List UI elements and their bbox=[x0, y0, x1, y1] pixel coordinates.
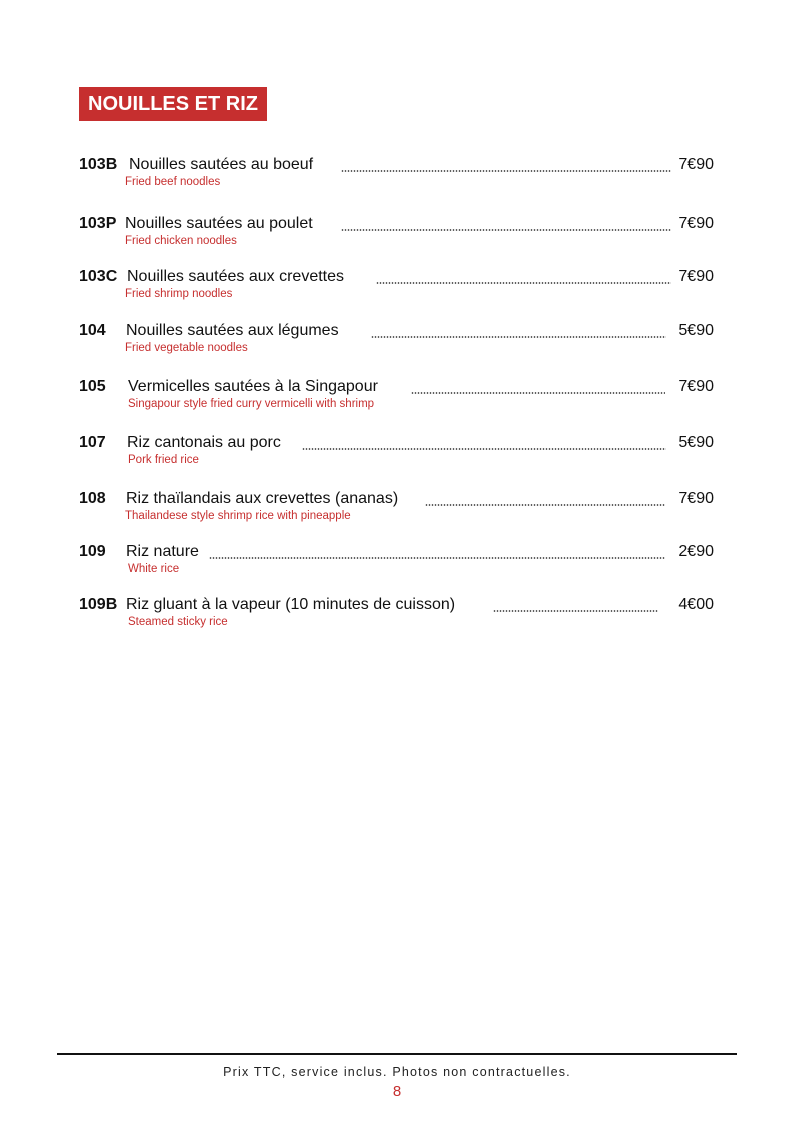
item-name: Riz nature bbox=[126, 543, 199, 560]
item-code: 109 bbox=[79, 543, 106, 560]
menu-item-103b bbox=[79, 154, 714, 194]
item-subtitle: Fried chicken noodles bbox=[125, 235, 237, 247]
item-name: Nouilles sautées au boeuf bbox=[129, 156, 314, 173]
item-name: Nouilles sautées au poulet bbox=[125, 215, 313, 232]
item-code: 103B bbox=[79, 156, 118, 173]
dot-leader bbox=[302, 448, 666, 450]
item-price: 7€90 bbox=[678, 378, 714, 395]
menu-item-108 bbox=[79, 488, 714, 528]
footer-divider bbox=[57, 1053, 737, 1055]
item-price: 7€90 bbox=[678, 215, 714, 232]
menu-item-109b bbox=[79, 594, 714, 634]
section-title: NOUILLES ET RIZ bbox=[79, 87, 267, 121]
item-code: 105 bbox=[79, 378, 106, 395]
item-subtitle: Pork fried rice bbox=[128, 454, 199, 466]
footer-note: Prix TTC, service inclus. Photos non contractuelles. bbox=[223, 1065, 571, 1079]
item-name: Vermicelles sautées à la Singapour bbox=[128, 378, 378, 395]
item-price: 5€90 bbox=[678, 322, 714, 339]
item-code: 103P bbox=[79, 215, 117, 232]
menu-item-109 bbox=[79, 541, 714, 581]
item-code: 109B bbox=[79, 596, 118, 613]
dot-leader bbox=[341, 170, 671, 172]
item-subtitle: Singapour style fried curry vermicelli with shrimp bbox=[128, 398, 375, 410]
item-price: 7€90 bbox=[678, 268, 714, 285]
item-code: 107 bbox=[79, 434, 106, 451]
item-subtitle: Thailandese style shrimp rice with pineapple bbox=[125, 510, 351, 522]
item-code: 103C bbox=[79, 268, 118, 285]
dot-leader bbox=[341, 229, 671, 231]
item-name: Riz gluant à la vapeur (10 minutes de cuisson) bbox=[126, 596, 456, 613]
item-subtitle: Steamed sticky rice bbox=[128, 616, 228, 628]
menu-item-103c bbox=[79, 266, 714, 306]
dot-leader bbox=[371, 336, 666, 338]
item-subtitle: Fried shrimp noodles bbox=[125, 288, 233, 300]
dot-leader bbox=[209, 557, 665, 559]
item-name: Riz cantonais au porc bbox=[127, 434, 281, 451]
dot-leader bbox=[376, 282, 671, 284]
item-price: 7€90 bbox=[678, 156, 714, 173]
item-name: Nouilles sautées aux légumes bbox=[126, 322, 339, 339]
item-price: 4€00 bbox=[678, 596, 714, 613]
page-number: 8 bbox=[392, 1083, 402, 1100]
item-code: 104 bbox=[79, 322, 106, 339]
item-price: 5€90 bbox=[678, 434, 714, 451]
menu-item-107 bbox=[79, 432, 714, 472]
menu-item-104 bbox=[79, 320, 714, 360]
menu-item-105 bbox=[79, 376, 714, 416]
menu-item-103p bbox=[79, 213, 714, 253]
item-code: 108 bbox=[79, 490, 106, 507]
dot-leader bbox=[493, 610, 658, 612]
item-price: 2€90 bbox=[678, 543, 714, 560]
item-subtitle: White rice bbox=[128, 563, 180, 575]
item-subtitle: Fried vegetable noodles bbox=[125, 342, 248, 354]
item-name: Nouilles sautées aux crevettes bbox=[127, 268, 344, 285]
item-price: 7€90 bbox=[678, 490, 714, 507]
dot-leader bbox=[425, 504, 665, 506]
item-name: Riz thaïlandais aux crevettes (ananas) bbox=[126, 490, 399, 507]
item-subtitle: Fried beef noodles bbox=[125, 176, 221, 188]
dot-leader bbox=[411, 392, 665, 394]
